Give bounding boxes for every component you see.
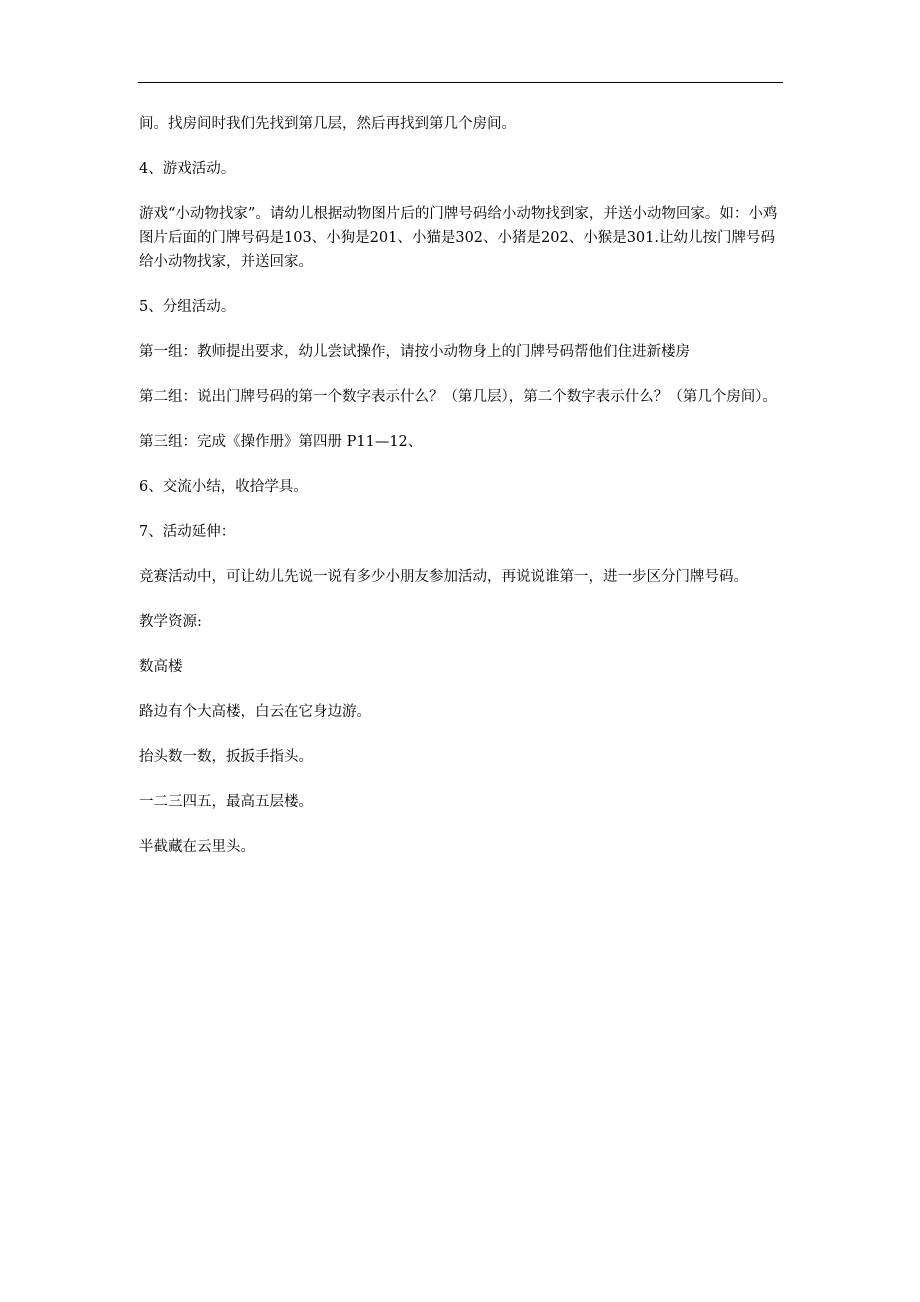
header-rule xyxy=(138,82,783,83)
paragraph-game-description: 游戏“小动物找家”。请幼儿根据动物图片后的门牌号码给小动物找到家，并送小动物回家。如：小鸡图片后面的门牌号码是103、小狗是201、小猫是302、小猪是202、小猴是301.让幼儿按门牌号码给小动物找家，并送回家。 xyxy=(139,206,778,270)
heading-extension: 7、活动延伸： xyxy=(139,524,236,540)
paragraph-group-three: 第三组：完成《操作册》第四册 P11—12、 xyxy=(139,434,423,450)
paragraph-group-two: 第二组：说出门牌号码的第一个数字表示什么？（第几层），第二个数字表示什么？（第几个房间）。 xyxy=(139,389,777,405)
heading-summary: 6、交流小结，收拾学具。 xyxy=(139,479,308,495)
poem-line-4: 半截藏在云里头。 xyxy=(139,839,255,855)
paragraph-continuation: 间。找房间时我们先找到第几层，然后再找到第几个房间。 xyxy=(139,116,516,132)
paragraph-group-one: 第一组：教师提出要求，幼儿尝试操作，请按小动物身上的门牌号码帮他们住进新楼房 xyxy=(139,344,690,360)
poem-title: 数高楼 xyxy=(139,659,183,675)
heading-game-activity: 4、游戏活动。 xyxy=(139,161,236,177)
heading-resources: 教学资源: xyxy=(139,614,202,630)
poem-line-1: 路边有个大高楼，白云在它身边游。 xyxy=(139,704,371,720)
heading-group-activity: 5、分组活动。 xyxy=(139,299,236,315)
poem-line-2: 抬头数一数，扳扳手指头。 xyxy=(139,749,313,765)
paragraph-extension: 竞赛活动中，可让幼儿先说一说有多少小朋友参加活动，再说说谁第一，进一步区分门牌号码。 xyxy=(139,569,748,585)
document-body xyxy=(139,112,784,880)
poem-line-3: 一二三四五，最高五层楼。 xyxy=(139,794,313,810)
